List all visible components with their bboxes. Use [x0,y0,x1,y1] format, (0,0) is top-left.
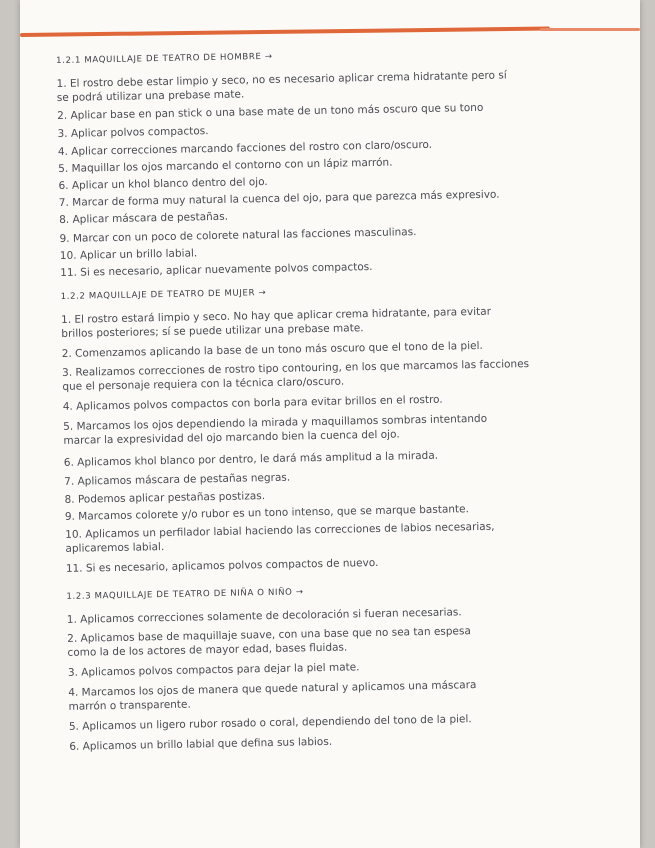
list-item-continuation: que el personaje requiera con la técnica claro/oscuro. [62,375,345,393]
list-item-continuation: como la de los actores de mayor edad, bases fluidas. [67,641,348,659]
list-item-text: 3. Aplicamos polvos compactos para dejar la piel mate. [67,661,360,679]
list-item-text: 6. Aplicamos un brillo labial que defina sus labios. [69,735,333,753]
section-heading: 1.2.3 MAQUILLAJE DE TEATRO DE NIÑA O NIÑO → [66,587,304,602]
list-item [63,409,635,448]
list-item-text: 5. Aplicamos un ligero rubor rosado o coral, dependiendo del tono de la piel. [68,713,472,733]
list-item-text: 6. Aplicamos khol blanco por dentro, le dará más amplitud a la mirada. [63,449,439,469]
page-top-border [20,27,550,37]
list-item [68,675,640,714]
list-item [69,729,640,754]
list-item-text: 3. Realizamos correcciones de rostro tipo contouring, en los que marcamos las facciones [62,357,530,379]
list-item-text: 2. Aplicar base en pan stick o una base mate de un tono más oscuro que su tono [57,101,484,122]
list-item-text: 9. Marcamos colorete y/o rubor es un tono intenso, que se marque bastante. [64,503,470,523]
list-item-text: 1. Aplicamos correcciones solamente de decoloración si fueran necesarias. [66,606,462,626]
list-item-text: 10. Aplicamos un perfilador labial haciendo las correcciones de labios necesarias, [65,520,495,541]
list-item-text: 8. Aplicar máscara de pestañas. [59,210,229,226]
list-item-continuation: aplicaremos labial. [65,541,165,555]
list-item [67,621,639,660]
list-item-text: 6. Aplicar un khol blanco dentro del ojo. [58,175,268,192]
list-item-text: 5. Maquillar los ojos marcando el contorno con un lápiz marrón. [58,156,393,175]
list-item-text: 3. Aplicar polvos compactos. [57,125,209,140]
list-item [66,551,638,576]
list-item-continuation: marcar la expresividad del ojo marcando bien la cuenca del ojo. [63,428,400,447]
list-item-text: 1. El rostro estará limpio y seco. No hay que aplicar crema hidratante, para evitar [60,305,492,326]
list-item-text: 1. El rostro debe estar limpio y seco, no es necesario aplicar crema hidratante pero sí [56,69,507,90]
list-item-text: 2. Comenzamos aplicando la base de un tono más oscuro que el tono de la piel. [61,339,483,360]
list-item-continuation: brillos posteriores; sí se puede utilizar una prebase mate. [61,322,364,340]
list-item-text: 7. Marcar de forma muy natural la cuenca del ojo, para que parezca más expresivo. [58,188,500,209]
page-top-border-right [540,28,640,31]
list-item-text: 8. Podemos aplicar pestañas postizas. [64,490,266,506]
list-item-text: 4. Marcamos los ojos de manera que quede natural y aplicamos una máscara [68,679,477,699]
list-item-text: 10. Aplicar un brillo labial. [59,247,198,262]
list-item-continuation: marrón o transparente. [68,698,191,713]
list-item [61,302,633,341]
list-item-text: 4. Aplicamos polvos compactos con borla para evitar brillos en el rostro. [62,393,443,413]
list-item-text: 11. Si es necesario, aplicamos polvos compactos de nuevo. [65,556,379,575]
list-item-text: 11. Si es necesario, aplicar nuevamente polvos compactos. [60,260,373,279]
list-item-text: 4. Aplicar correcciones marcando facciones del rostro con claro/oscuro. [57,138,433,158]
section-heading: 1.2.1 MAQUILLAJE DE TEATRO DE HOMBRE → [56,51,273,66]
list-item-text: 5. Marcamos los ojos dependiendo la mirada y maquillamos sombras intentando [63,412,488,433]
notebook-page [20,0,640,848]
section-heading: 1.2.2 MAQUILLAJE DE TEATRO DE MUJER → [60,288,267,302]
list-item-text: 7. Aplicamos máscara de pestañas negras. [64,471,291,488]
list-item [65,517,637,556]
list-item-text: 9. Marcar con un poco de colorete natural las facciones masculinas. [59,226,417,245]
list-item-continuation: se podrá utilizar una prebase mate. [56,88,245,104]
handwritten-notes [56,43,640,754]
list-item [62,355,634,394]
list-item-text: 2. Aplicamos base de maquillaje suave, con una base que no sea tan espesa [67,625,471,645]
